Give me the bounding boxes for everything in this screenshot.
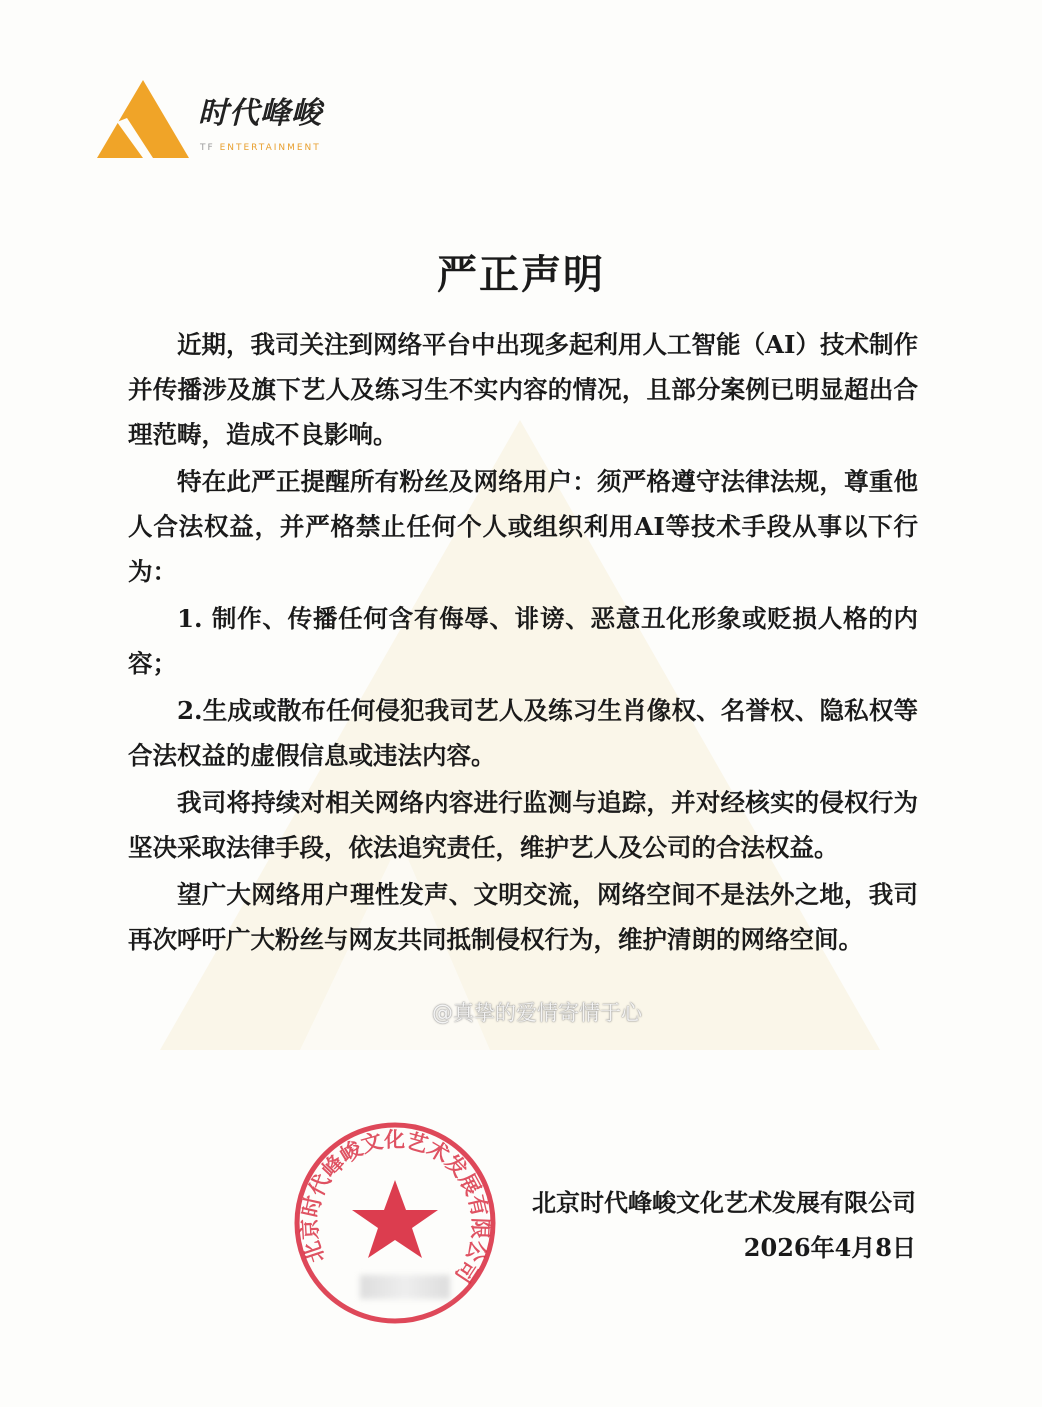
document-title: 严正声明 xyxy=(437,251,605,298)
paragraph: 望广大网络用户理性发声、文明交流，网络空间不是法外之地，我司再次呼吁广大粉丝与网友共同抵制侵权行为，维护清朗的网络空间。 xyxy=(128,880,918,954)
paragraph: 近期，我司关注到网络平台中出现多起利用人工智能（AI）技术制作并传播涉及旗下艺人及练习生不实内容的情况，且部分案例已明显超出合理范畴，造成不良影响。 xyxy=(128,330,918,449)
company-logo-icon xyxy=(97,80,192,160)
svg-text:北京时代峰峻文化艺术发展有限公司: 北京时代峰峻文化艺术发展有限公司 xyxy=(296,1126,494,1288)
paragraph: 特在此严正提醒所有粉丝及网络用户：须严格遵守法律法规，尊重他人合法权益，并严格禁止任何个人或组织利用AI等技术手段从事以下行为： xyxy=(128,467,918,586)
redacted-area xyxy=(360,1275,450,1299)
statement-body xyxy=(128,322,918,964)
list-item: 1. 制作、传播任何含有侮辱、诽谤、恶意丑化形象或贬损人格的内容； xyxy=(128,604,918,678)
paragraph: 我司将持续对相关网络内容进行监测与追踪，并对经核实的侵权行为坚决采取法律手段，依法追究责任，维护艺人及公司的合法权益。 xyxy=(128,788,918,862)
logo-english-name: TF ENTERTAINMENT xyxy=(200,143,321,153)
company-name: 北京时代峰峻文化艺术发展有限公司 xyxy=(532,1188,916,1217)
logo-chinese-name: 时代峰峻 xyxy=(198,96,322,131)
list-item: 2.生成或散布任何侵犯我司艺人及练习生肖像权、名誉权、隐私权等合法权益的虚假信息或违法内容。 xyxy=(128,696,918,770)
weibo-watermark: @真挚的爱情寄情于心 xyxy=(432,1001,642,1025)
signature-block xyxy=(532,1180,916,1270)
statement-date: 2026年4月8日 xyxy=(743,1233,916,1262)
